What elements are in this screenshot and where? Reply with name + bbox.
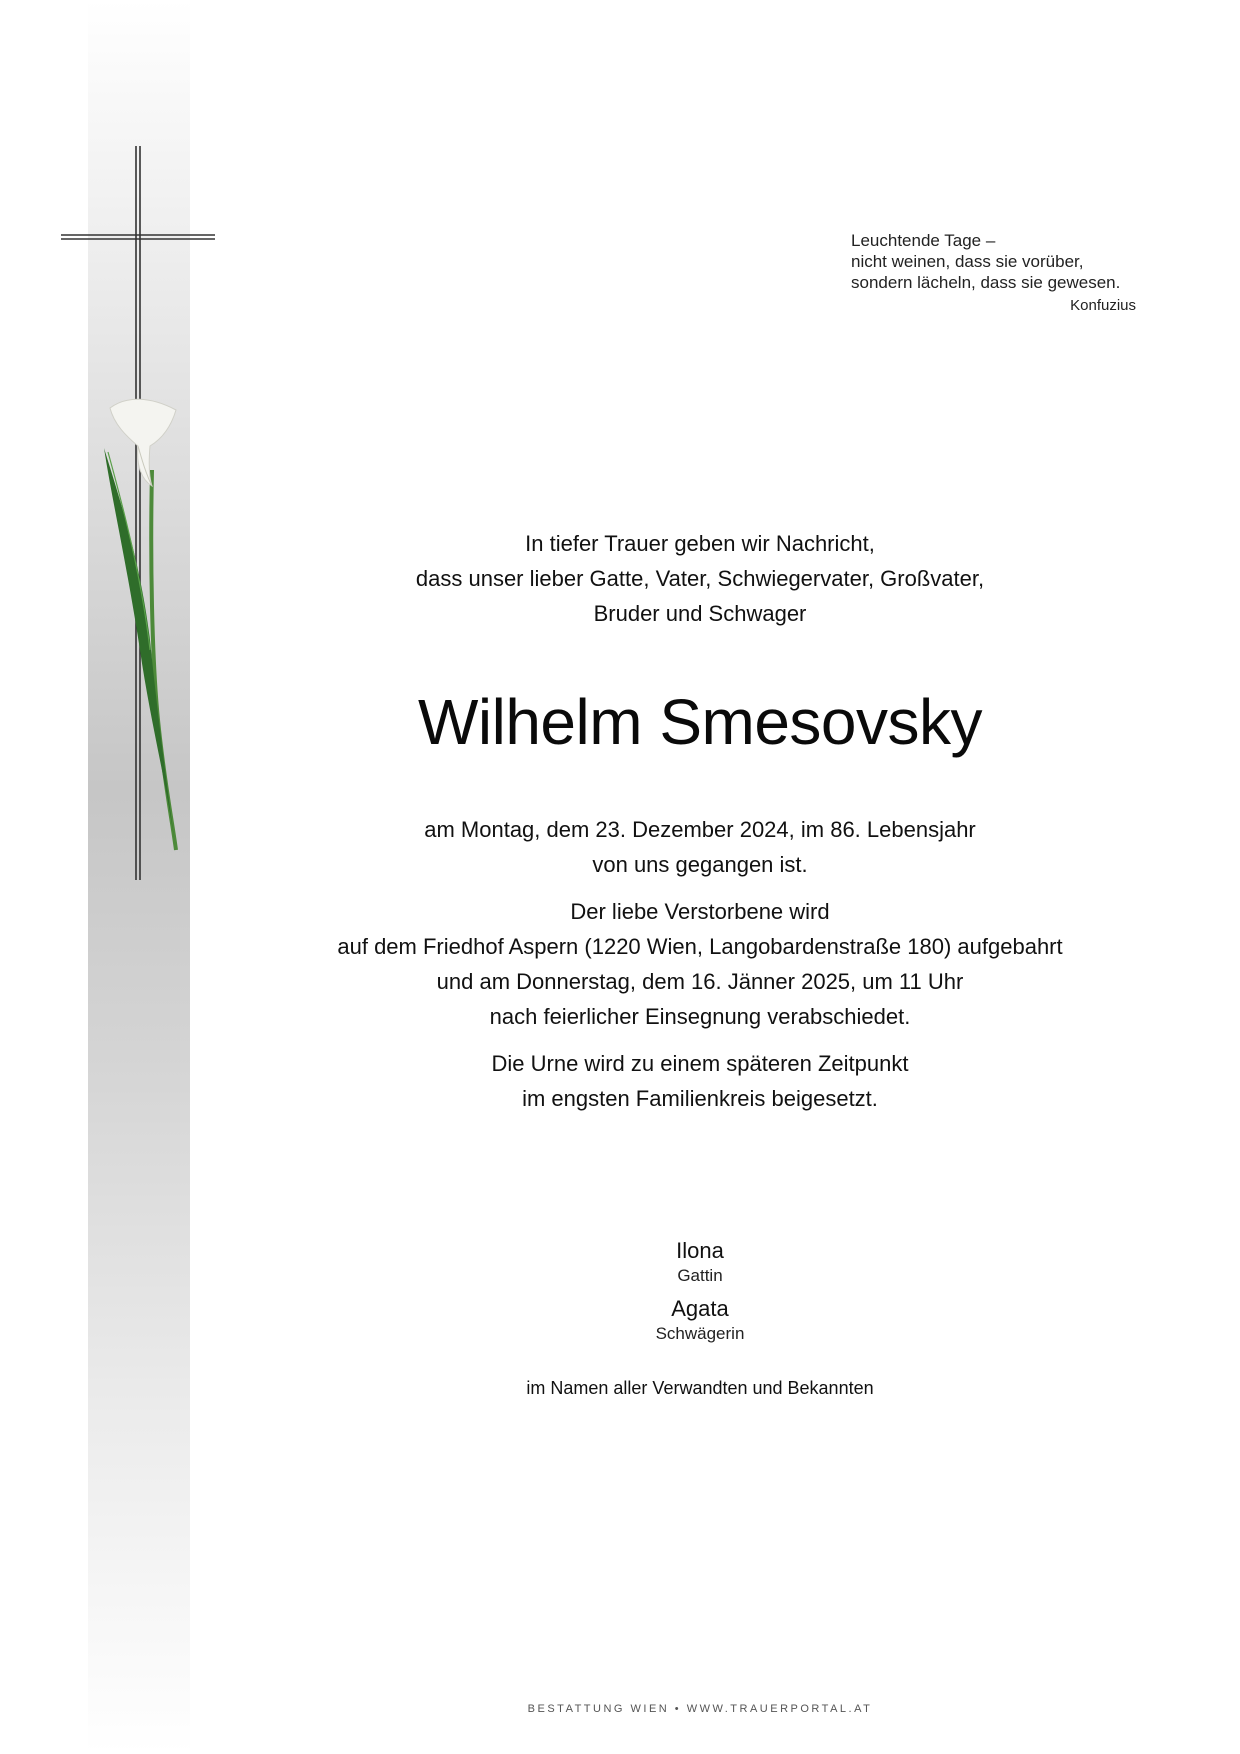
quote-line: nicht weinen, dass sie vorüber, bbox=[851, 252, 1084, 271]
death-date-paragraph bbox=[200, 812, 1200, 882]
closing-line: im Namen aller Verwandten und Bekannten bbox=[526, 1378, 874, 1398]
body-line: nach feierlicher Einsegnung verabschiedet. bbox=[489, 1004, 911, 1029]
body-line: am Montag, dem 23. Dezember 2024, im 86. Lebensjahr bbox=[424, 817, 976, 842]
quote-block bbox=[851, 230, 1136, 316]
body-line: auf dem Friedhof Aspern (1220 Wien, Langobardenstraße 180) aufgebahrt bbox=[337, 934, 1063, 959]
body-line: Die Urne wird zu einem späteren Zeitpunkt bbox=[491, 1051, 909, 1076]
body-line: von uns gegangen ist. bbox=[592, 852, 808, 877]
funeral-details-paragraph bbox=[200, 894, 1200, 1034]
intro-line: Bruder und Schwager bbox=[593, 601, 807, 626]
announcement-body bbox=[200, 812, 1200, 1128]
footer-publisher: BESTATTUNG WIEN • WWW.TRAUERPORTAL.AT bbox=[527, 1703, 873, 1715]
intro-line: dass unser lieber Gatte, Vater, Schwiegervater, Großvater, bbox=[415, 566, 985, 591]
announcement-intro bbox=[200, 526, 1200, 631]
quote-line: Leuchtende Tage – bbox=[851, 231, 996, 250]
body-line: und am Donnerstag, dem 16. Jänner 2025, um 11 Uhr bbox=[436, 969, 964, 994]
body-line: Der liebe Verstorbene wird bbox=[570, 899, 830, 924]
family-member-name: Agata bbox=[671, 1296, 729, 1321]
body-line: im engsten Familienkreis beigesetzt. bbox=[522, 1086, 878, 1111]
intro-line: In tiefer Trauer geben wir Nachricht, bbox=[525, 531, 875, 556]
family-member-role: Schwägerin bbox=[655, 1324, 745, 1343]
family-member-name: Ilona bbox=[676, 1238, 724, 1263]
decorative-side-band bbox=[88, 0, 190, 1754]
deceased-name: Wilhelm Smesovsky bbox=[417, 686, 983, 758]
urn-paragraph bbox=[200, 1046, 1200, 1116]
family-member-role: Gattin bbox=[677, 1266, 723, 1285]
quote-line: sondern lächeln, dass sie gewesen. bbox=[851, 273, 1121, 292]
family-list bbox=[200, 1237, 1200, 1353]
quote-author: Konfuzius bbox=[1070, 297, 1136, 314]
